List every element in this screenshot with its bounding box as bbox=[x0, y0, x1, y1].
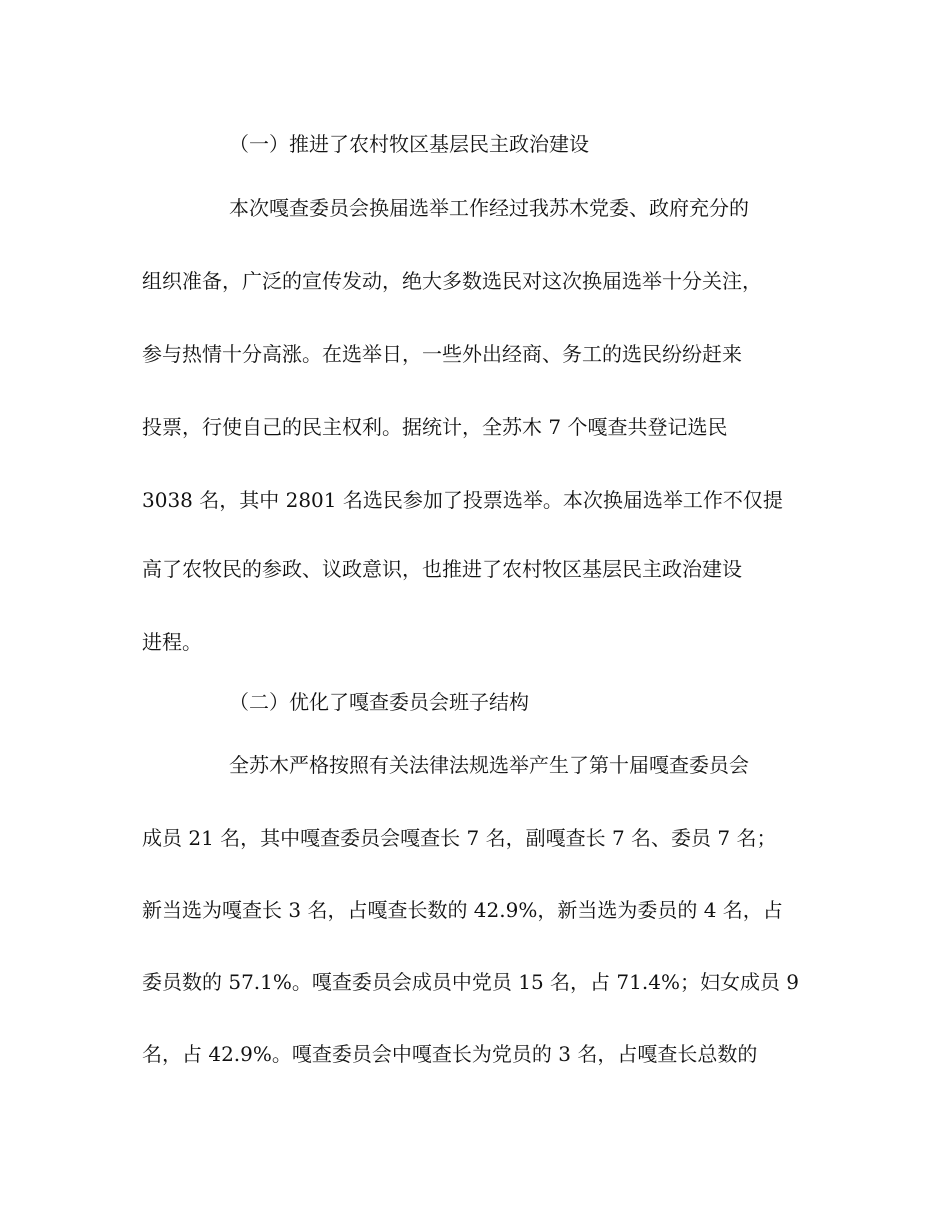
paragraph-1-line-5: 3038 名，其中 2801 名选民参加了投票选举。本次换届选举工作不仅提 bbox=[142, 488, 783, 512]
section-heading-2: （二）优化了嘎查委员会班子结构 bbox=[229, 690, 529, 714]
paragraph-1-line-7: 进程。 bbox=[142, 630, 202, 654]
paragraph-2-line-5: 名，占 42.9%。嘎查委员会中嘎查长为党员的 3 名，占嘎查长总数的 bbox=[142, 1042, 758, 1066]
paragraph-1-line-1: 本次嘎查委员会换届选举工作经过我苏木党委、政府充分的 bbox=[229, 196, 749, 220]
paragraph-2-line-3: 新当选为嘎查长 3 名，占嘎查长数的 42.9%，新当选为委员的 4 名，占 bbox=[142, 898, 783, 922]
paragraph-1-line-4: 投票，行使自己的民主权利。据统计，全苏木 7 个嘎查共登记选民 bbox=[142, 415, 728, 439]
section-heading-1: （一）推进了农村牧区基层民主政治建设 bbox=[229, 132, 589, 156]
paragraph-1-line-2: 组织准备，广泛的宣传发动，绝大多数选民对这次换届选举十分关注， bbox=[142, 269, 762, 293]
paragraph-2-line-2: 成员 21 名，其中嘎查委员会嘎查长 7 名，副嘎查长 7 名、委员 7 名； bbox=[142, 826, 777, 850]
paragraph-2-line-1: 全苏木严格按照有关法律法规选举产生了第十届嘎查委员会 bbox=[229, 753, 749, 777]
paragraph-1-line-3: 参与热情十分高涨。在选举日，一些外出经商、务工的选民纷纷赶来 bbox=[142, 342, 742, 366]
paragraph-2-line-4: 委员数的 57.1%。嘎查委员会成员中党员 15 名，占 71.4%；妇女成员 9 bbox=[142, 970, 800, 994]
paragraph-1-line-6: 高了农牧民的参政、议政意识，也推进了农村牧区基层民主政治建设 bbox=[142, 557, 742, 581]
